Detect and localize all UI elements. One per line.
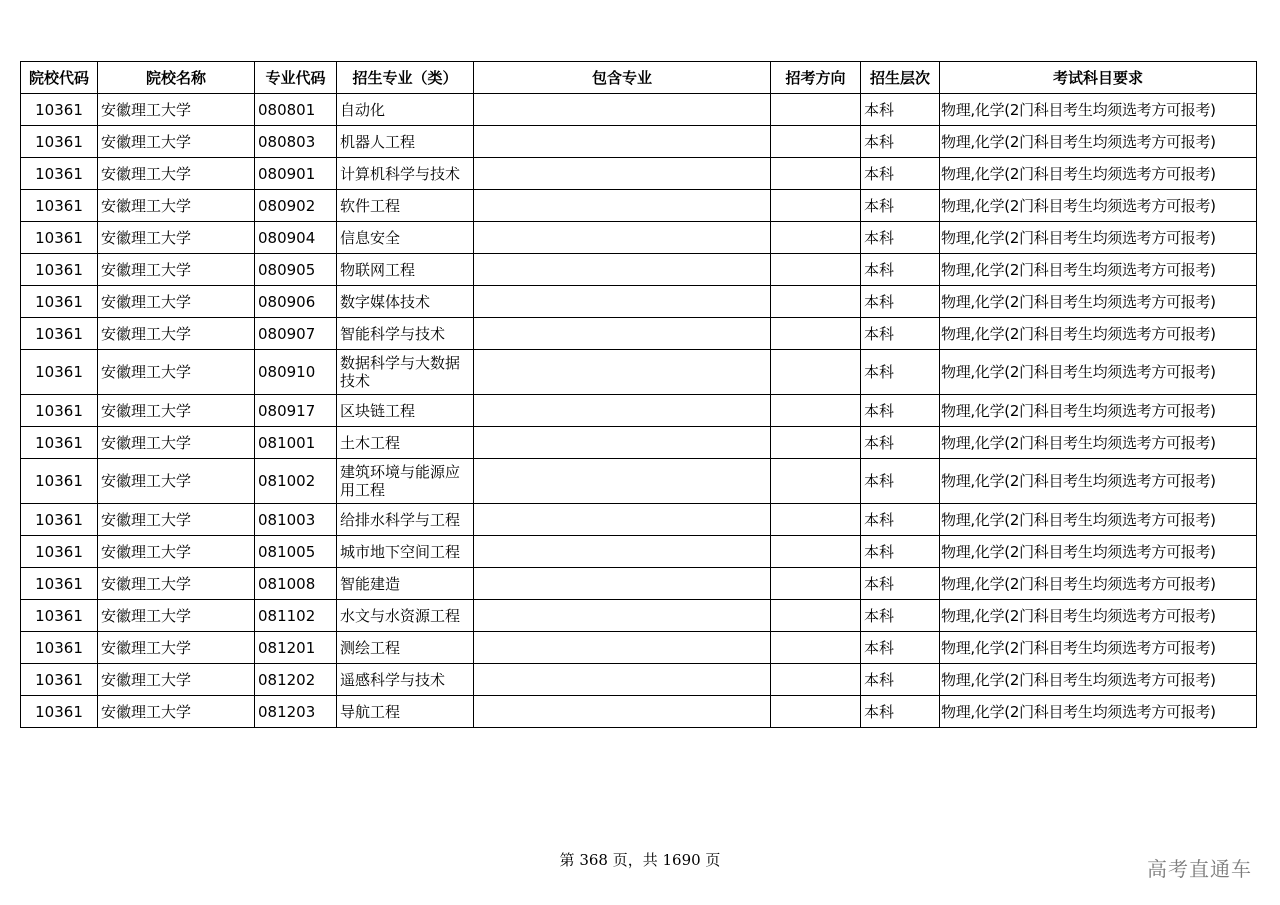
- cell-direction: [771, 427, 861, 459]
- cell-subject-requirement: 物理,化学(2门科目考生均须选考方可报考): [940, 536, 1257, 568]
- cell-subject-requirement: 物理,化学(2门科目考生均须选考方可报考): [940, 158, 1257, 190]
- cell-school-name: 安徽理工大学: [98, 222, 255, 254]
- cell-major-code: 080901: [255, 158, 337, 190]
- table-row: [21, 222, 1257, 254]
- cell-major: 智能建造: [337, 568, 474, 600]
- cell-school-name: 安徽理工大学: [98, 427, 255, 459]
- cell-direction: [771, 94, 861, 126]
- cell-included-majors: [474, 94, 771, 126]
- cell-major: 建筑环境与能源应用工程: [337, 459, 474, 504]
- cell-school-code: 10361: [21, 222, 98, 254]
- cell-major-code: 081001: [255, 427, 337, 459]
- cell-subject-requirement: 物理,化学(2门科目考生均须选考方可报考): [940, 568, 1257, 600]
- header-subject-requirement: 考试科目要求: [940, 62, 1257, 94]
- cell-major-code: 080910: [255, 350, 337, 395]
- cell-school-name: 安徽理工大学: [98, 350, 255, 395]
- cell-major-code: 081201: [255, 632, 337, 664]
- cell-direction: [771, 395, 861, 427]
- cell-direction: [771, 632, 861, 664]
- cell-school-name: 安徽理工大学: [98, 536, 255, 568]
- cell-school-name: 安徽理工大学: [98, 632, 255, 664]
- table-row: [21, 427, 1257, 459]
- cell-major-code: 080917: [255, 395, 337, 427]
- table-row: [21, 158, 1257, 190]
- table-row: [21, 632, 1257, 664]
- cell-direction: [771, 696, 861, 728]
- page-number: 第 368 页，共 1690 页: [559, 851, 721, 869]
- cell-level: 本科: [861, 600, 940, 632]
- cell-school-code: 10361: [21, 395, 98, 427]
- cell-major: 区块链工程: [337, 395, 474, 427]
- cell-subject-requirement: 物理,化学(2门科目考生均须选考方可报考): [940, 504, 1257, 536]
- table-row: [21, 568, 1257, 600]
- cell-major: 软件工程: [337, 190, 474, 222]
- cell-major-code: 081202: [255, 664, 337, 696]
- cell-level: 本科: [861, 536, 940, 568]
- cell-major-code: 081008: [255, 568, 337, 600]
- cell-school-code: 10361: [21, 696, 98, 728]
- cell-school-name: 安徽理工大学: [98, 504, 255, 536]
- cell-included-majors: [474, 318, 771, 350]
- cell-major: 自动化: [337, 94, 474, 126]
- cell-level: 本科: [861, 94, 940, 126]
- cell-school-code: 10361: [21, 504, 98, 536]
- cell-school-code: 10361: [21, 600, 98, 632]
- cell-included-majors: [474, 600, 771, 632]
- cell-major: 智能科学与技术: [337, 318, 474, 350]
- cell-direction: [771, 504, 861, 536]
- cell-major-code: 081002: [255, 459, 337, 504]
- cell-major: 水文与水资源工程: [337, 600, 474, 632]
- cell-included-majors: [474, 632, 771, 664]
- header-major-code: 专业代码: [255, 62, 337, 94]
- cell-included-majors: [474, 459, 771, 504]
- cell-major: 数据科学与大数据技术: [337, 350, 474, 395]
- cell-school-code: 10361: [21, 126, 98, 158]
- cell-major-code: 081203: [255, 696, 337, 728]
- cell-subject-requirement: 物理,化学(2门科目考生均须选考方可报考): [940, 126, 1257, 158]
- cell-major: 测绘工程: [337, 632, 474, 664]
- table-row: [21, 459, 1257, 504]
- table-row: [21, 395, 1257, 427]
- header-major: 招生专业（类）: [337, 62, 474, 94]
- cell-school-name: 安徽理工大学: [98, 395, 255, 427]
- admissions-table: [20, 61, 1257, 728]
- table-body: [21, 94, 1257, 728]
- cell-school-code: 10361: [21, 318, 98, 350]
- cell-school-code: 10361: [21, 568, 98, 600]
- header-included-majors: 包含专业: [474, 62, 771, 94]
- table-row: [21, 254, 1257, 286]
- cell-school-name: 安徽理工大学: [98, 126, 255, 158]
- table-row: [21, 504, 1257, 536]
- cell-school-name: 安徽理工大学: [98, 94, 255, 126]
- cell-included-majors: [474, 395, 771, 427]
- header-school-name: 院校名称: [98, 62, 255, 94]
- cell-major-code: 080906: [255, 286, 337, 318]
- cell-included-majors: [474, 254, 771, 286]
- table-row: [21, 126, 1257, 158]
- cell-level: 本科: [861, 318, 940, 350]
- cell-major: 给排水科学与工程: [337, 504, 474, 536]
- cell-school-name: 安徽理工大学: [98, 190, 255, 222]
- cell-school-name: 安徽理工大学: [98, 158, 255, 190]
- cell-direction: [771, 222, 861, 254]
- cell-major-code: 080902: [255, 190, 337, 222]
- cell-major: 机器人工程: [337, 126, 474, 158]
- table-row: [21, 286, 1257, 318]
- cell-school-code: 10361: [21, 350, 98, 395]
- cell-subject-requirement: 物理,化学(2门科目考生均须选考方可报考): [940, 222, 1257, 254]
- cell-subject-requirement: 物理,化学(2门科目考生均须选考方可报考): [940, 696, 1257, 728]
- cell-subject-requirement: 物理,化学(2门科目考生均须选考方可报考): [940, 254, 1257, 286]
- cell-school-name: 安徽理工大学: [98, 568, 255, 600]
- cell-subject-requirement: 物理,化学(2门科目考生均须选考方可报考): [940, 190, 1257, 222]
- cell-direction: [771, 254, 861, 286]
- watermark: 高考直通车: [1147, 857, 1252, 881]
- cell-subject-requirement: 物理,化学(2门科目考生均须选考方可报考): [940, 427, 1257, 459]
- cell-level: 本科: [861, 222, 940, 254]
- cell-major: 城市地下空间工程: [337, 536, 474, 568]
- cell-included-majors: [474, 568, 771, 600]
- cell-direction: [771, 286, 861, 318]
- cell-included-majors: [474, 664, 771, 696]
- cell-level: 本科: [861, 350, 940, 395]
- cell-subject-requirement: 物理,化学(2门科目考生均须选考方可报考): [940, 664, 1257, 696]
- cell-major: 计算机科学与技术: [337, 158, 474, 190]
- cell-level: 本科: [861, 190, 940, 222]
- cell-major: 数字媒体技术: [337, 286, 474, 318]
- cell-subject-requirement: 物理,化学(2门科目考生均须选考方可报考): [940, 318, 1257, 350]
- cell-major: 信息安全: [337, 222, 474, 254]
- cell-level: 本科: [861, 254, 940, 286]
- cell-major-code: 080803: [255, 126, 337, 158]
- cell-major-code: 080907: [255, 318, 337, 350]
- table-row: [21, 190, 1257, 222]
- table-row: [21, 318, 1257, 350]
- cell-subject-requirement: 物理,化学(2门科目考生均须选考方可报考): [940, 94, 1257, 126]
- cell-included-majors: [474, 696, 771, 728]
- cell-school-name: 安徽理工大学: [98, 286, 255, 318]
- cell-school-name: 安徽理工大学: [98, 600, 255, 632]
- cell-school-code: 10361: [21, 158, 98, 190]
- table-row: [21, 664, 1257, 696]
- cell-major: 遥感科学与技术: [337, 664, 474, 696]
- cell-subject-requirement: 物理,化学(2门科目考生均须选考方可报考): [940, 459, 1257, 504]
- cell-school-name: 安徽理工大学: [98, 696, 255, 728]
- cell-level: 本科: [861, 504, 940, 536]
- cell-direction: [771, 190, 861, 222]
- cell-level: 本科: [861, 459, 940, 504]
- cell-included-majors: [474, 286, 771, 318]
- cell-included-majors: [474, 536, 771, 568]
- table-row: [21, 94, 1257, 126]
- cell-level: 本科: [861, 632, 940, 664]
- cell-subject-requirement: 物理,化学(2门科目考生均须选考方可报考): [940, 395, 1257, 427]
- header-level: 招生层次: [861, 62, 940, 94]
- cell-level: 本科: [861, 427, 940, 459]
- cell-school-code: 10361: [21, 427, 98, 459]
- cell-level: 本科: [861, 395, 940, 427]
- cell-school-code: 10361: [21, 190, 98, 222]
- cell-level: 本科: [861, 286, 940, 318]
- cell-school-code: 10361: [21, 254, 98, 286]
- cell-school-name: 安徽理工大学: [98, 459, 255, 504]
- cell-included-majors: [474, 222, 771, 254]
- cell-major-code: 081102: [255, 600, 337, 632]
- cell-direction: [771, 664, 861, 696]
- table-header-row: [21, 62, 1257, 94]
- cell-included-majors: [474, 427, 771, 459]
- cell-school-name: 安徽理工大学: [98, 664, 255, 696]
- cell-direction: [771, 600, 861, 632]
- cell-included-majors: [474, 190, 771, 222]
- table-row: [21, 536, 1257, 568]
- cell-school-code: 10361: [21, 94, 98, 126]
- cell-subject-requirement: 物理,化学(2门科目考生均须选考方可报考): [940, 600, 1257, 632]
- cell-major-code: 080904: [255, 222, 337, 254]
- table-row: [21, 600, 1257, 632]
- cell-direction: [771, 158, 861, 190]
- cell-included-majors: [474, 158, 771, 190]
- cell-major-code: 081005: [255, 536, 337, 568]
- cell-included-majors: [474, 504, 771, 536]
- cell-direction: [771, 459, 861, 504]
- cell-direction: [771, 126, 861, 158]
- cell-major-code: 081003: [255, 504, 337, 536]
- cell-school-code: 10361: [21, 459, 98, 504]
- cell-major: 导航工程: [337, 696, 474, 728]
- cell-included-majors: [474, 350, 771, 395]
- cell-school-code: 10361: [21, 632, 98, 664]
- cell-level: 本科: [861, 568, 940, 600]
- cell-level: 本科: [861, 696, 940, 728]
- cell-major-code: 080801: [255, 94, 337, 126]
- cell-school-name: 安徽理工大学: [98, 254, 255, 286]
- cell-included-majors: [474, 126, 771, 158]
- cell-major: 物联网工程: [337, 254, 474, 286]
- cell-level: 本科: [861, 126, 940, 158]
- cell-subject-requirement: 物理,化学(2门科目考生均须选考方可报考): [940, 632, 1257, 664]
- cell-direction: [771, 318, 861, 350]
- cell-level: 本科: [861, 158, 940, 190]
- cell-school-code: 10361: [21, 286, 98, 318]
- cell-major-code: 080905: [255, 254, 337, 286]
- header-school-code: 院校代码: [21, 62, 98, 94]
- cell-subject-requirement: 物理,化学(2门科目考生均须选考方可报考): [940, 350, 1257, 395]
- cell-major: 土木工程: [337, 427, 474, 459]
- cell-direction: [771, 350, 861, 395]
- cell-direction: [771, 536, 861, 568]
- cell-school-code: 10361: [21, 664, 98, 696]
- cell-direction: [771, 568, 861, 600]
- cell-subject-requirement: 物理,化学(2门科目考生均须选考方可报考): [940, 286, 1257, 318]
- header-direction: 招考方向: [771, 62, 861, 94]
- cell-school-name: 安徽理工大学: [98, 318, 255, 350]
- cell-school-code: 10361: [21, 536, 98, 568]
- table-row: [21, 350, 1257, 395]
- table-row: [21, 696, 1257, 728]
- cell-level: 本科: [861, 664, 940, 696]
